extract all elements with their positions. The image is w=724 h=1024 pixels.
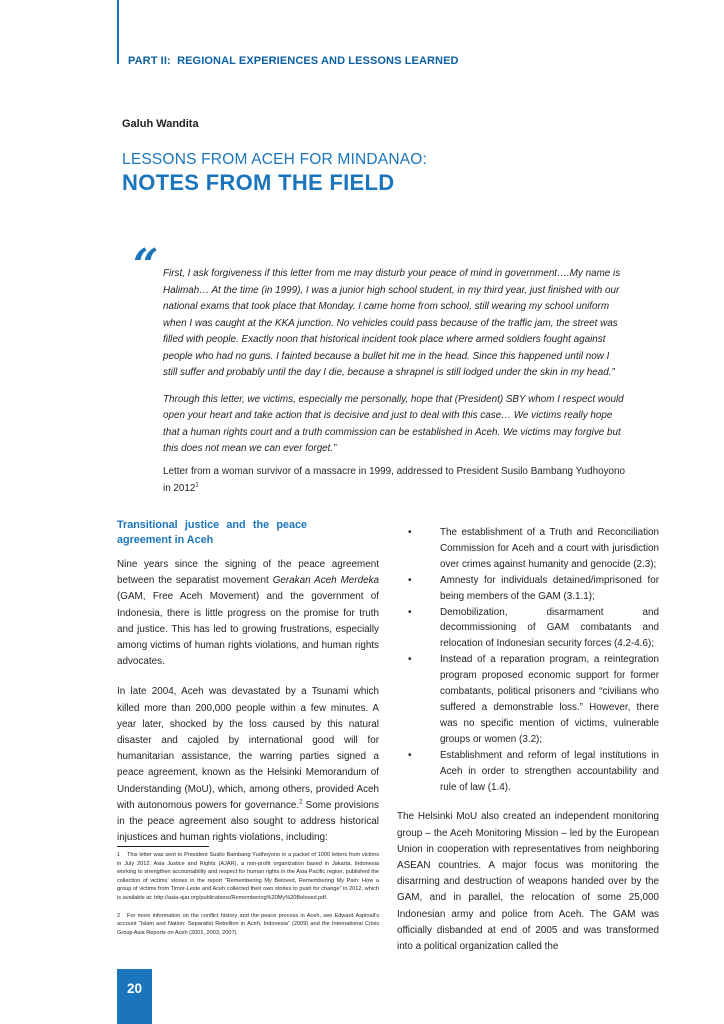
list-item-text: Demobilization, disarmament and decommissioning of GAM combatants and relocation of Indonesian security forces (4.2-4.6); (440, 606, 659, 650)
attribution-text: Letter from a woman survivor of a massacre in 1999, addressed to President Susilo Bambang Yudhoyono in 2012 (163, 466, 625, 494)
body-paragraph (117, 557, 379, 670)
top-vertical-rule (117, 0, 119, 64)
epigraph-quote (163, 266, 625, 458)
footnote-text: For more information on the conflict history and the peace process in Aceh, see Edward Aspinall’s account “Islam and Nation: Separatist Rebellion in Aceh, Indonesia” (2009) and the International Crisis Group Asia Reports on Aceh (2001, 2003, 2007). (117, 912, 379, 936)
author-name: Galuh Wandita (122, 118, 199, 130)
body-text: (GAM, Free Aceh Movement) and the government of Indonesia, there is little progress on the promise for truth and justice. This has led to growing frustrations, especially among victims of human rights violations, and human rights advocates. (117, 591, 379, 668)
quote-paragraph: First, I ask forgiveness if this letter from me may disturb your peace of mind in government….My name is Halimah… At the time (in 1999), I was a junior high school student, in my third year, just finished with our national exams that took place that Monday. I came home from school, still wearing my school uniform when I was caught at the KKA junction. No vehicles could pass because of the traffic jam, the street was filled with people. Exactly noon that historical incident took place where armed soldiers fought against people who had no guns. I fainted because a bullet hit me in the head. Since this happened until now I still suffer and probably until the day I die, because a shrapnel is still lodged under the skin in my head.” (163, 268, 621, 378)
footnote-ref[interactable]: 2 (299, 799, 303, 806)
body-text: In late 2004, Aceh was devastated by a Tsunami which killed more than 200,000 people within a few minutes. A year later, shocked by the loss caused by this natural disaster and cajoled by international good will for humanitarian assistance, the warring parties signed a peace agreement, known as the Helsinki Memorandum of Understanding (MoU), which, among others, provided Aceh with autonomous powers for governance. (117, 686, 379, 811)
footnote-ref[interactable]: 1 (195, 482, 199, 489)
list-item (397, 573, 659, 605)
open-quote-icon: “ (133, 240, 159, 291)
list-item (397, 605, 659, 653)
list-item (397, 525, 659, 573)
chapter-subtitle: LESSONS FROM ACEH FOR MINDANAO: (122, 151, 428, 168)
list-item-text: Establishment and reform of legal institutions in Aceh in order to strengthen accountability and rule of law (1.4). (440, 749, 659, 793)
chapter-title: NOTES FROM THE FIELD (122, 170, 395, 195)
footnote-number: 1 (117, 852, 121, 858)
bullet-icon: • (408, 749, 412, 761)
running-header (128, 55, 459, 67)
part-label: PART II: (128, 55, 171, 67)
bullet-icon: • (408, 574, 412, 586)
left-column (117, 518, 379, 846)
body-text-italic: Gerakan Aceh Merdeka (272, 575, 379, 587)
footnote-number: 2 (117, 912, 121, 919)
footnote (117, 912, 379, 938)
part-section-title: REGIONAL EXPERIENCES AND LESSONS LEARNED (177, 55, 459, 67)
right-column (397, 525, 659, 955)
body-text: Nine years since the signing of the peace agreement between the separatist movement (117, 559, 379, 587)
body-paragraph (117, 684, 379, 846)
footnotes (117, 851, 379, 937)
footnote-divider (117, 846, 209, 847)
list-item (397, 652, 659, 747)
body-text: Some provisions in the peace agreement also sought to address historical injustices and human rights violations, including: (117, 799, 379, 844)
footnote (117, 851, 379, 903)
quote-paragraph: Through this letter, we victims, especially me personally, hope that (President) SBY whom I respect would open your heart and take action that is decisive and just to deal with this case… We victims really hope that a human rights court and a truth commission can be established in Aceh. We victims may forgive but this does not mean we can ever forget.” (163, 393, 624, 454)
footnote-text: This letter was sent to President Susilo Bambang Yudhoyono in a packet of 1000 letters from victims in July 2012. Asia Justice and Rights (AJAR), a non-profit organization based in Jakarta, Indonesia working to strengthen accountability and respect for human rights in the Asia Pacific region, published the collection of victims’ stories in the report “Remembering My Beloved, Remembering My Pain: How a group of victims from Timor-Leste and Aceh collected their own stories to push for change” in 2012, which is available at: http://asia-ajar.org/publications/Remembering%20My%20Beloved.pdf. (117, 852, 379, 901)
page-number: 20 (126, 981, 143, 996)
page-number-tab (117, 969, 152, 1024)
list-item (397, 748, 659, 796)
bullet-icon: • (408, 606, 412, 618)
quote-attribution (163, 464, 625, 497)
bullet-icon: • (408, 527, 412, 538)
bullet-icon: • (408, 654, 412, 666)
list-item-text: Instead of a reparation program, a reintegration program proposed economic support for former combatants, political prisoners and “civilians who suffered a demonstrable loss.” However, there was no specific mention of victims, vulnerable groups or women (3.2); (440, 654, 659, 745)
list-item-text: Amnesty for individuals detained/imprisoned for being members of the GAM (3.1.1); (440, 574, 659, 602)
section-heading: Transitional justice and the peace agreement in Aceh (117, 519, 307, 546)
provisions-list (397, 525, 659, 795)
list-item-text: The establishment of a Truth and Reconciliation Commission for Aceh and a court with jurisdiction over crimes against humanity and genocide (2.3); (440, 527, 659, 570)
body-paragraph: The Helsinki MoU also created an independent monitoring group – the Aceh Monitoring Mission – led by the European Union in cooperation with representatives from neighboring ASEAN countries. A major focus was monitoring the disarming and destruction of weapons handed over by the GAM, and in parallel, the relocation of some 25,000 Indonesian army and police from Aceh. The GAM was officially disbanded at end of 2005 and was transformed into a political organization called the (397, 811, 659, 953)
